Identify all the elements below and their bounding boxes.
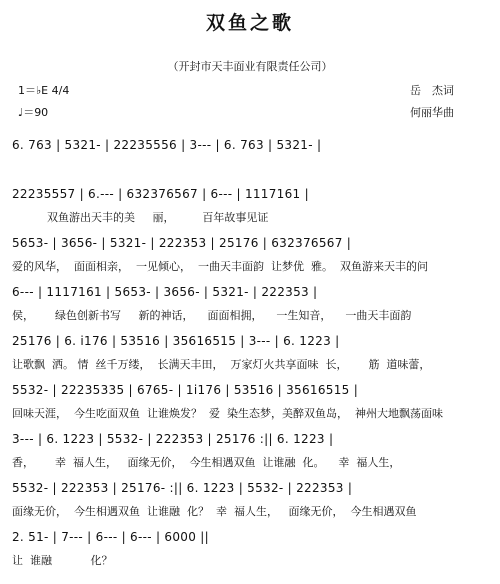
key-signature: 1＝♭E 4/4 xyxy=(18,84,70,97)
score-lyrics-line: 回味天涯， 今生吃面双鱼 让谁焕发？ 爱 染生态梦，美醉双鱼岛， 神州大地飘荡面味 xyxy=(12,407,443,420)
score-lyrics-line: 香， 幸 福人生， 面缘无价， 今生相遇双鱼 让谁融 化。 幸 福人生， xyxy=(12,456,401,469)
score-notes-line: 2. 51- | 7--- | 6--- | 6--- | 6000 || xyxy=(12,530,209,544)
score-lyrics-line: 面缘无价， 今生相遇双鱼 让谁融 化？ 幸 福人生， 面缘无价， 今生相遇双鱼 xyxy=(12,505,417,518)
score-lyrics-line: 让 谁融 化？ xyxy=(12,554,113,567)
score-lyrics-line: 爱的风华， 面面相亲， 一见倾心， 一曲天丰面韵 让梦优 雅。 双鱼游来天丰的问 xyxy=(12,260,428,273)
score-lyrics-line: 让歌飘 洒。 情 丝千万缕， 长满天丰田， 万家灯火共享面味 长， 筋 道味蕾， xyxy=(12,358,431,371)
score-notes-line: 5532- | 222353 | 25176- :|| 6. 1223 | 5532- | 222353 | xyxy=(12,481,353,495)
tempo-marking: ♩＝90 xyxy=(18,106,49,119)
score-notes-line: 6. 763 | 5321- | 22235556 | 3--- | 6. 763 | 5321- | xyxy=(12,138,322,152)
score-notes-line: 5532- | 22235335 | 6765- | 1i176 | 53516 | 35616515 | xyxy=(12,383,359,397)
song-subtitle: （开封市天丰面业有限责任公司） xyxy=(167,60,333,73)
score-notes-line: 5653- | 3656- | 5321- | 222353 | 25176 | 632376567 | xyxy=(12,236,352,250)
score-notes-line: 25176 | 6. i176 | 53516 | 35616515 | 3--- | 6. 1223 | xyxy=(12,334,340,348)
score-notes-line: 22235557 | 6.--- | 632376567 | 6--- | 1117161 | xyxy=(12,187,309,201)
score-lyrics-line: 侯， 绿色创新书写 新的神话， 面面相拥， 一生知音， 一曲天丰面韵 xyxy=(12,309,412,322)
score-lyrics-line: 双鱼游出天丰的美 丽， 百年故事见证 xyxy=(12,211,269,224)
song-title: 双鱼之歌 xyxy=(205,12,294,34)
score-notes-line: 6--- | 1117161 | 5653- | 3656- | 5321- | 222353 | xyxy=(12,285,318,299)
lyricist-credit: 岳 杰词 xyxy=(410,84,454,97)
score-notes-line: 3--- | 6. 1223 | 5532- | 222353 | 25176 :|| 6. 1223 | xyxy=(12,432,334,446)
composer-credit: 何丽华曲 xyxy=(410,106,454,119)
